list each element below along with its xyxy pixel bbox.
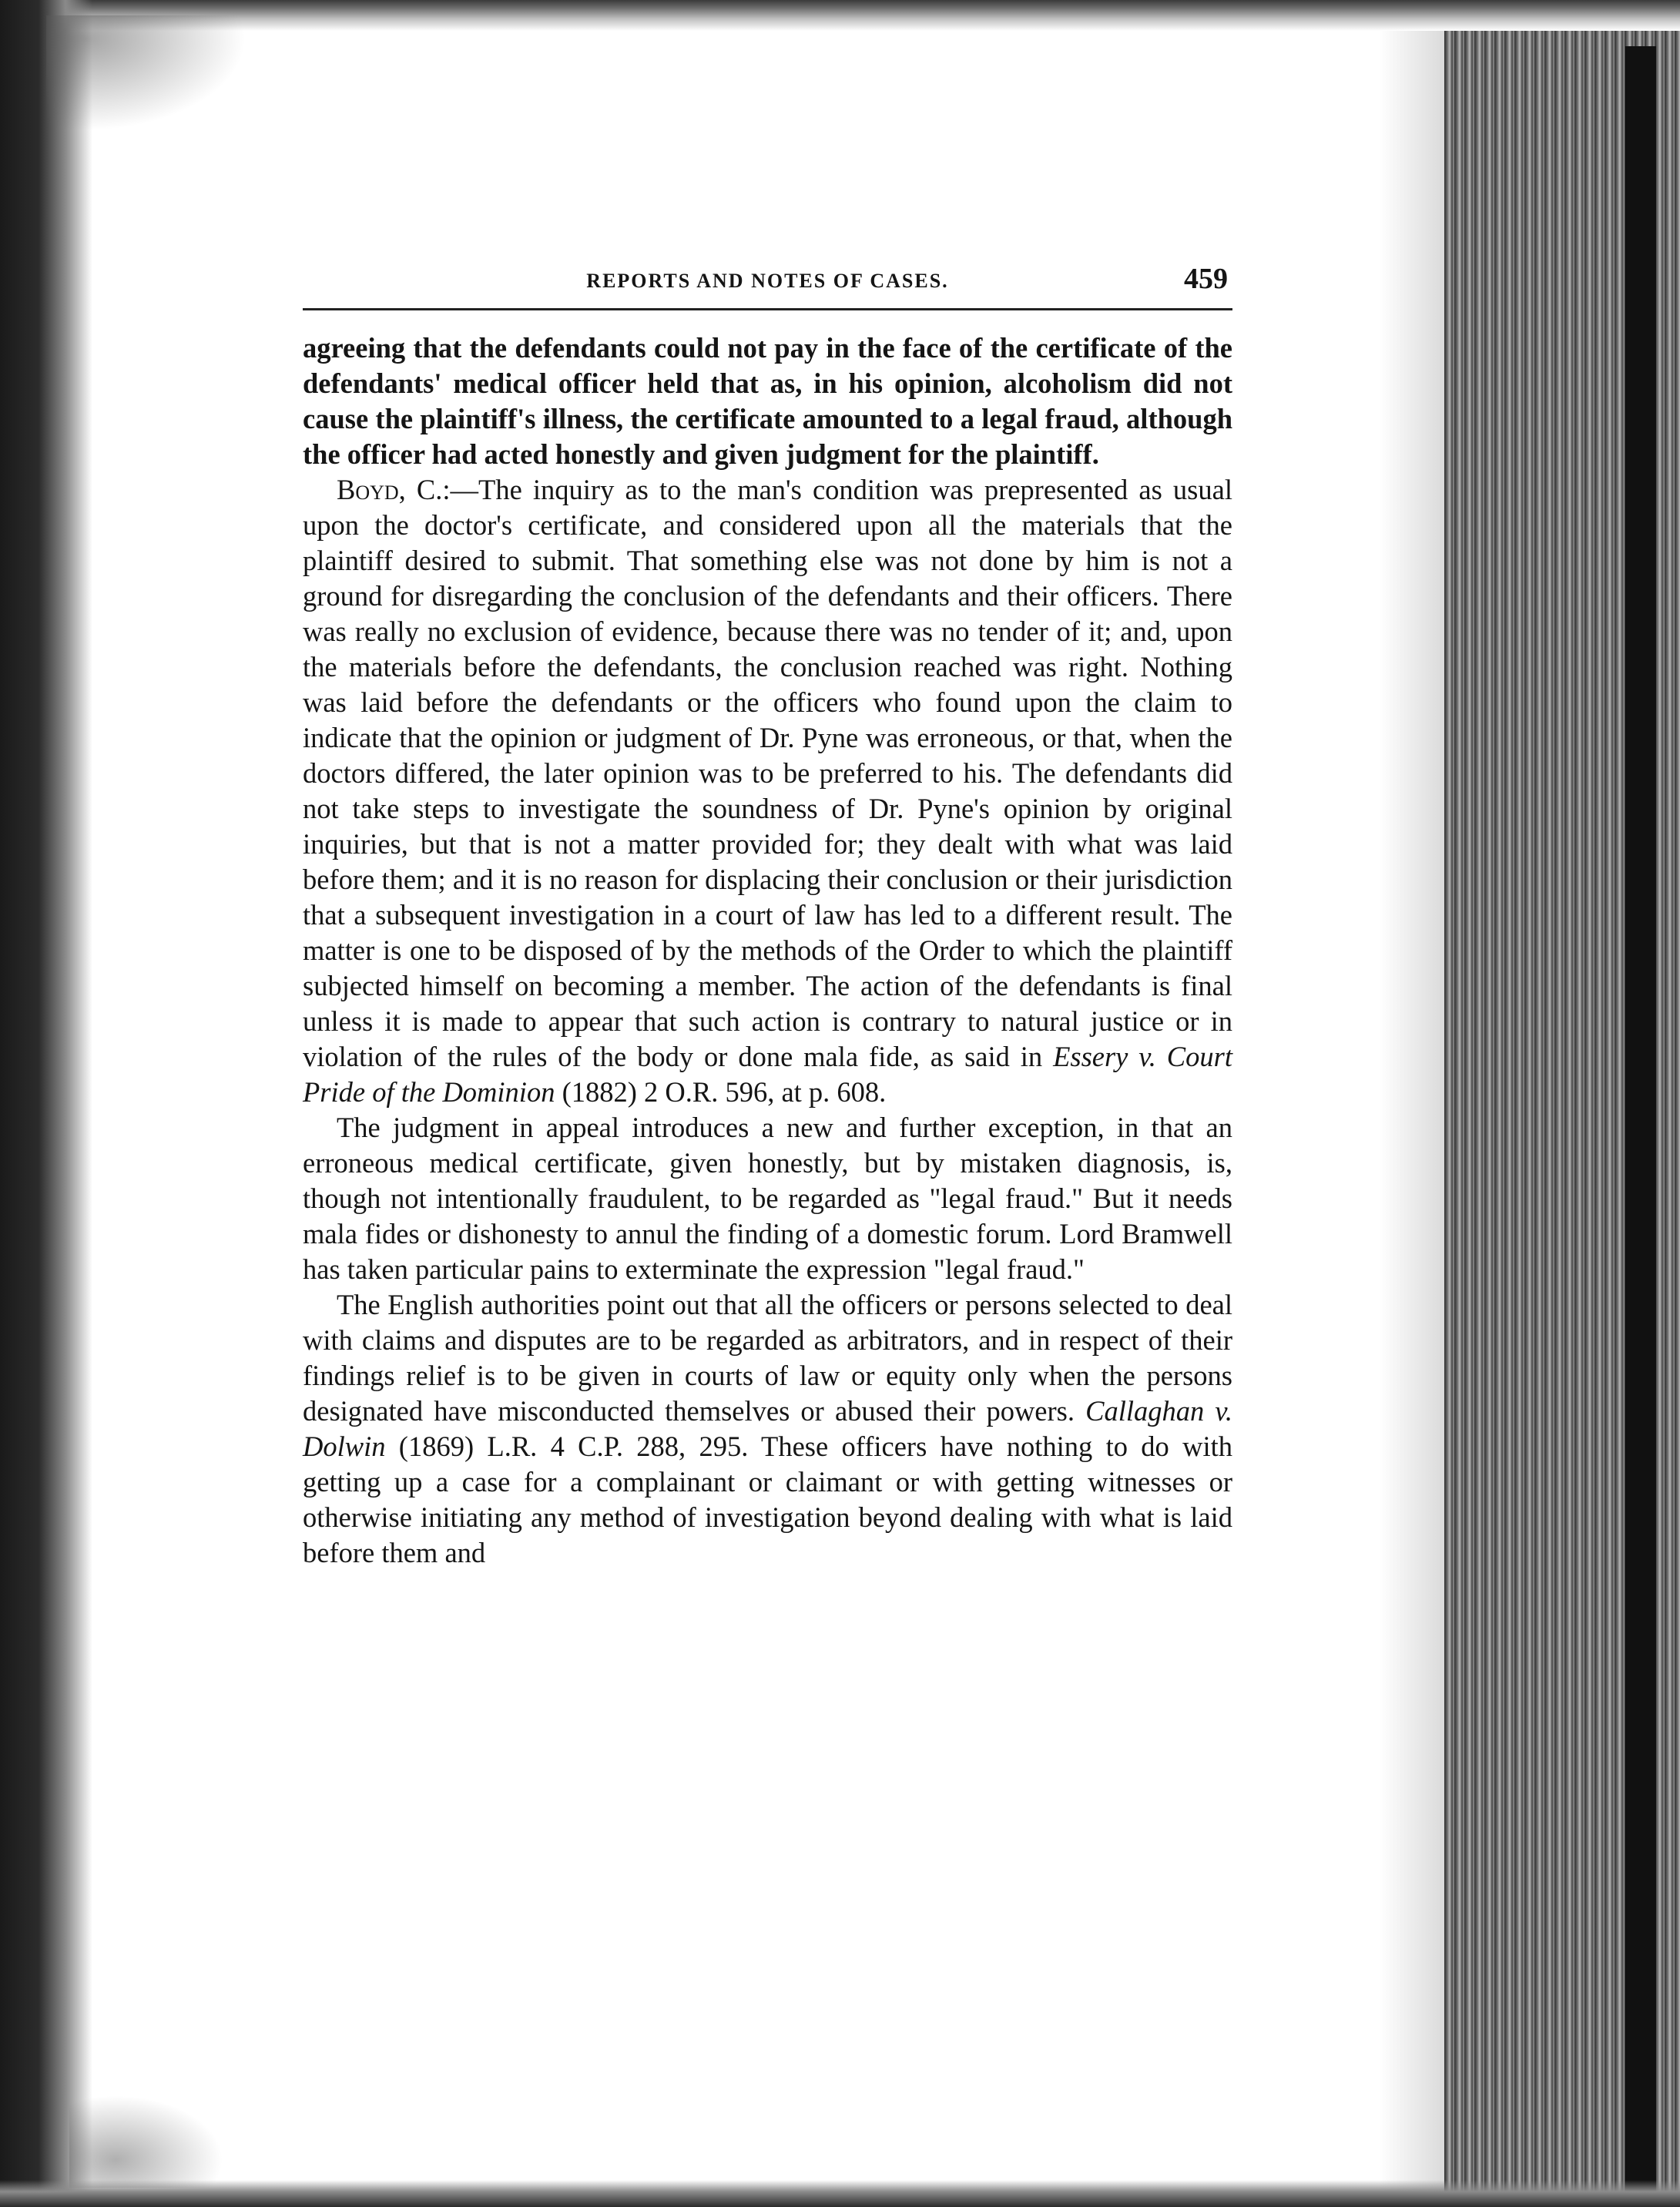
bottom-left-smudge <box>69 2095 223 2188</box>
spine-binding <box>1625 46 1656 2207</box>
case-name-essery: Essery v. Court Pride of the Dominion <box>303 1041 1232 1108</box>
paragraph-2 <box>303 472 1232 1110</box>
paragraph-3 <box>303 1110 1232 1287</box>
paragraph-1-text: agreeing that the defendants could not pay in the face of the certificate of the defendants' medical officer held that as, in his opinion, alcoholism did not cause the plaintiff's illness, the certificate amounted to a legal fraud, although the officer had acted honestly and given judgment for the plaintiff. <box>303 332 1232 470</box>
paragraph-3-text: The judgment in appeal introduces a new and further exception, in that an erroneous medical certificate, given honestly, but by mistaken diagnosis, is, though not intentionally fraudulent, to be regarded as "legal fraud." But it needs mala fides or dishonesty to annul the finding of a domestic forum. Lord Bramwell has taken particular pains to exterminate the expression "legal fraud." <box>303 1112 1232 1285</box>
page-body <box>303 330 1232 1571</box>
paragraph-4 <box>303 1287 1232 1571</box>
paragraph-1 <box>303 330 1232 472</box>
paragraph-4-text: The English authorities point out that all the officers or persons selected to deal with claims and disputes are to be regarded as arbitrators, and in respect of their findings relief is to be given in courts of law or equity only when the persons designated have misconducted themselves or abused their powers. <box>303 1289 1232 1427</box>
running-header <box>303 262 1232 310</box>
running-title: REPORTS AND NOTES OF CASES. <box>586 270 949 292</box>
citation-essery: (1882) 2 O.R. 596, at p. 608. <box>555 1076 887 1108</box>
citation-callaghan: (1869) L.R. 4 C.P. 288, 295. <box>385 1431 749 1462</box>
scan-edge-left <box>0 0 92 2207</box>
paragraph-2-text: :—The inquiry as to the man's condition was prepresented as usual upon the doctor's certificate, and considered upon all the materials that the plaintiff desired to submit. That something else was not done by him is not a ground for disregarding the conclusion of the defendants and their officers. There was really no exclusion of evidence, because there was no tender of it; and, upon the materials before the defendants, the conclusion reached was right. Nothing was laid before the defendants or the officers who found upon the claim to indicate that the opinion or judgment of Dr. Pyne was erroneous, or that, when the doctors differed, the later opinion was to be preferred to his. The defendants did not take steps to investigate the soundness of Dr. Pyne's opinion by original inquiries, but that is not a matter provided for; they dealt with what was laid before them; and it is no reason for displacing their conclusion or their jurisdiction that a subsequent investigation in a court of law has led to a different result. The matter is one to be disposed of by the methods of the Order to which the plaintiff subjected himself on becoming a member. The action of the defendants is final unless it is made to appear that such action is contrary to natural justice or in violation of the rules of the body or done mala fide, as said in <box>303 474 1232 1072</box>
case-name-callaghan: Callaghan v. Dolwin <box>303 1395 1232 1462</box>
corner-smudge <box>46 15 246 131</box>
scan-edge-top <box>0 0 1680 31</box>
book-page <box>303 262 1232 1571</box>
paragraph-4-text-after: These officers have nothing to do with getting up a case for a complainant or claimant or with getting witnesses or otherwise initiating any method of investigation beyond dealing with what is laid before them and <box>303 1431 1232 1568</box>
page-number: 459 <box>1184 263 1228 295</box>
spine-shadow <box>1379 31 1444 2207</box>
scan-edge-bottom <box>0 2180 1680 2207</box>
judge-name: Boyd, C. <box>337 474 443 505</box>
